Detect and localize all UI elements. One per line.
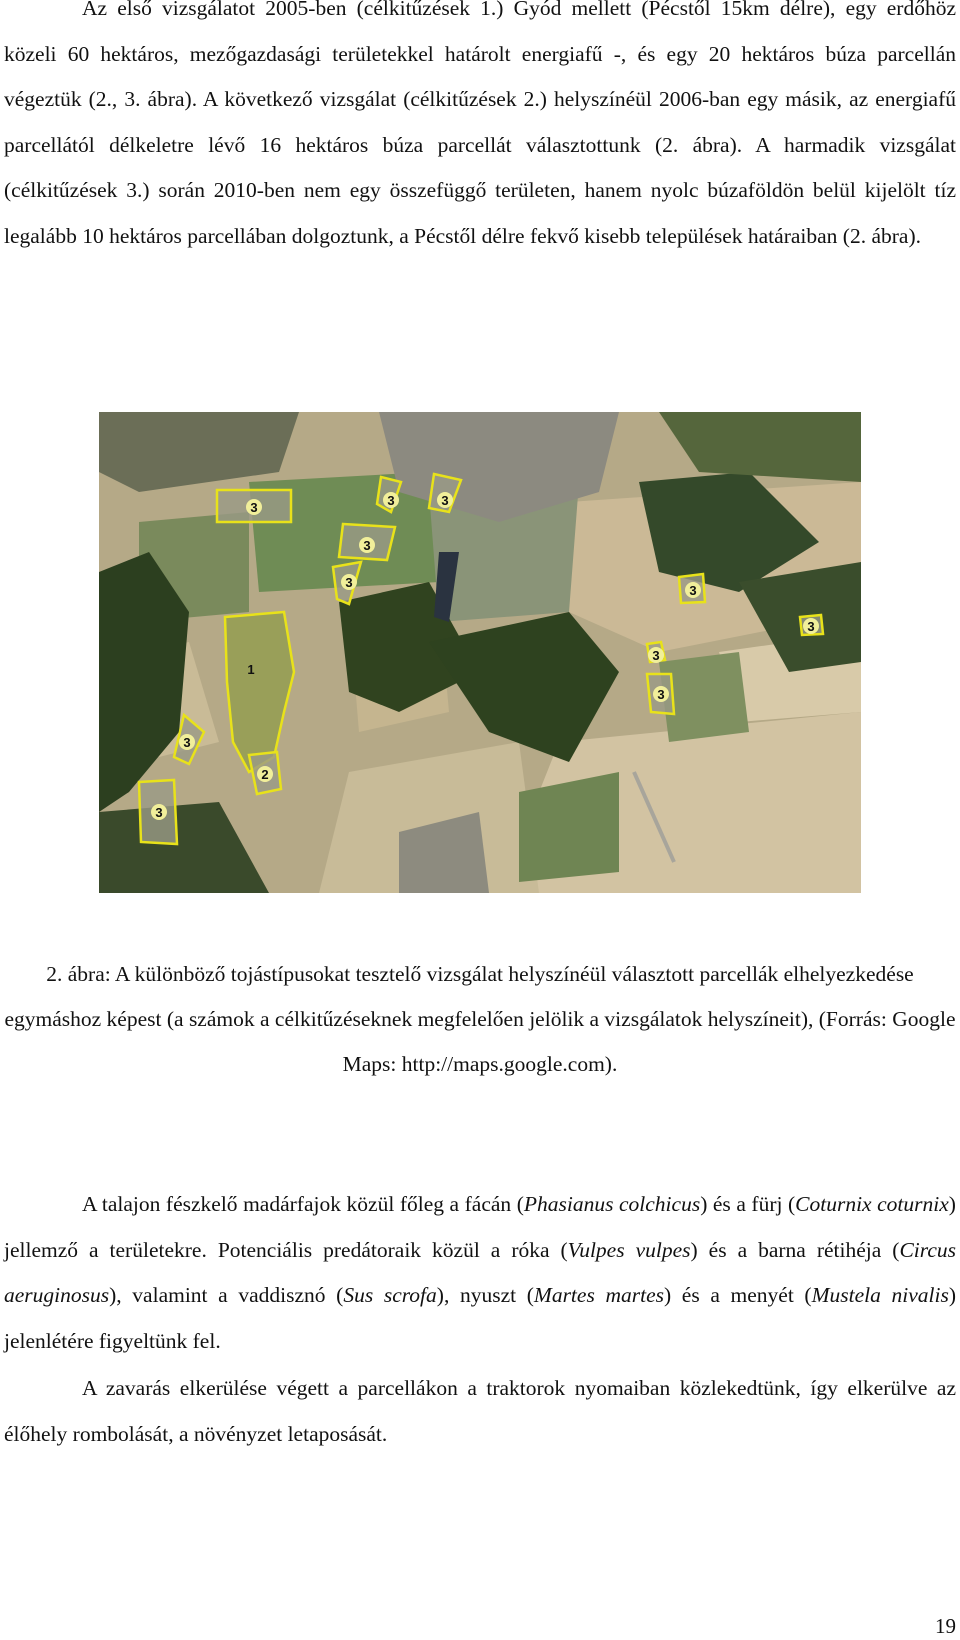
species-name: Circus aeruginosus (4, 1237, 956, 1308)
species-name: Coturnix coturnix (795, 1192, 949, 1216)
parcel-label: 3 (689, 583, 697, 598)
parcel-label: 3 (652, 648, 660, 663)
text-segment: ) jelenlétére figyeltünk fel. (4, 1283, 956, 1353)
species-name: Vulpes vulpes (567, 1237, 691, 1262)
text-segment: ) jellemző a területekre. Potenciális predátoraik közül a róka ( (4, 1192, 956, 1262)
parcel-label: 2 (261, 767, 269, 782)
species-name: Mustela nivalis (811, 1283, 949, 1308)
parcel-label: 3 (387, 493, 395, 508)
species-name: Phasianus colchicus (523, 1192, 701, 1216)
text-segment: ), nyuszt ( (436, 1283, 534, 1308)
text-segment: ) és a fürj ( (700, 1192, 796, 1216)
parcel-label: 1 (247, 662, 255, 677)
species-name: Martes martes (533, 1283, 664, 1308)
satellite-map-figure (99, 412, 861, 893)
paragraph-disturbance: A zavarás elkerülése végett a parcellákon a traktorok nyomaiban közlekedtünk, így elkerülve az élőhely rombolását, a növényzet letaposását. (4, 1376, 956, 1446)
parcel-label: 3 (183, 735, 191, 750)
paragraph-species (4, 1182, 956, 1364)
species-name: Sus scrofa (343, 1283, 437, 1308)
parcel-label: 3 (441, 493, 449, 508)
parcel-label: 3 (807, 619, 815, 634)
parcel-label: 3 (345, 575, 353, 590)
text-segment: ) és a menyét ( (663, 1283, 812, 1308)
paragraph-study-sites: Az első vizsgálatot 2005-ben (célkitűzések 1.) Gyód mellett (Pécstől 15km délre), egy erdőhöz közeli 60 hektáros, mezőgazdasági területekkel határolt energiafű -, és egy 20 hektáros búza parcellán végeztük (2., 3. ábra). A következő vizsgálat (célkitűzések 2.) helyszínéül 2006-ban egy másik, az energiafű parcellától délkeletre lévő 16 hektáros búza parcellát választottunk (2. ábra). A harmadik vizsgálat (célkitűzések 3.) során 2010-ben nem egy összefüggő területen, hanem nyolc búzaföldön belül kijelölt tíz legalább 10 hektáros parcellában dolgoztunk, a Pécstől délre fekvő kisebb települések határaiban (2. ábra). (4, 0, 956, 248)
parcel-label: 3 (363, 538, 371, 553)
text-segment: ), valamint a vaddisznó ( (109, 1283, 344, 1308)
parcel-label: 3 (155, 805, 163, 820)
text-segment: ) és a barna rétihéja ( (690, 1237, 900, 1262)
figure-caption: 2. ábra: A különböző tojástípusokat tesztelő vizsgálat helyszínéül választott parcellák elhelyezkedése egymáshoz képest (a számok a célkitűzéseknek megfelelően jelölik a vizsgálatok helyszíneit), (Forrás: Google Maps: http://maps.google.com). (4, 962, 956, 1076)
satellite-map (99, 412, 861, 893)
page-number: 19 (935, 1614, 956, 1638)
parcel-label: 3 (657, 687, 665, 702)
text-segment: A talajon fészkelő madárfajok közül főleg a fácán ( (82, 1192, 524, 1216)
parcel-label: 3 (250, 500, 258, 515)
